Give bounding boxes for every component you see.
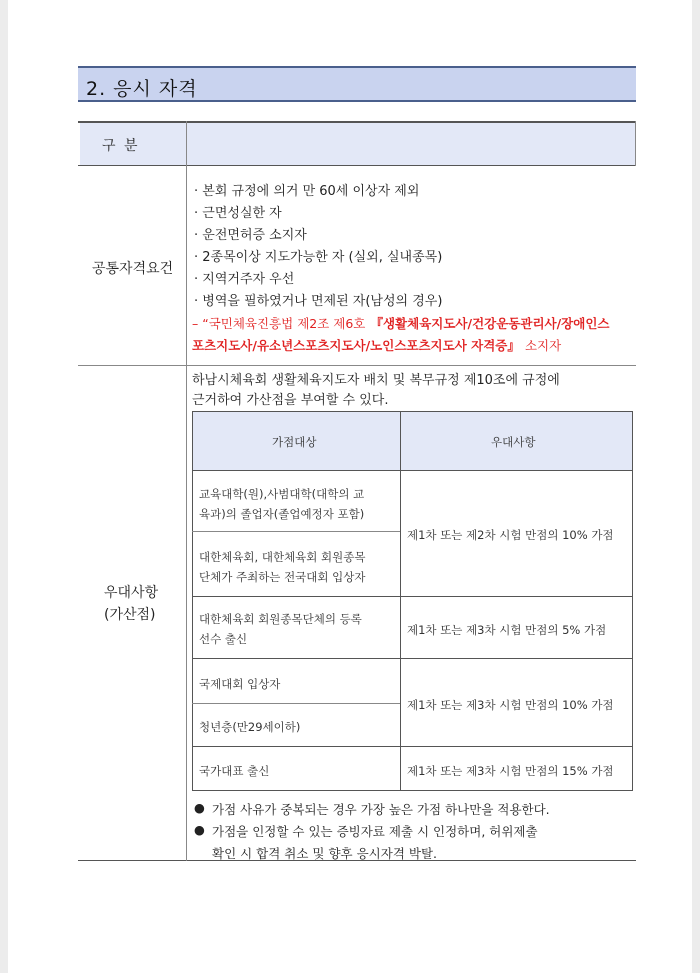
note-item: 가점을 인정할 수 있는 증빙자료 제출 시 인정하며, 허위제출 xyxy=(212,824,538,839)
inner-row-line xyxy=(192,531,400,532)
preference-intro: 하남시체육회 생활체육지도자 배치 및 복무규정 제10조에 규정에 xyxy=(192,373,560,388)
inner-table-bottom xyxy=(192,790,633,791)
target-cell: 대한체육회 회원종목단체의 등록 xyxy=(199,612,362,626)
inner-mid-border xyxy=(400,411,401,791)
license-requirement-line2 xyxy=(192,335,561,354)
section-title-bar xyxy=(78,66,636,102)
target-cell: 국가대표 출신 xyxy=(199,764,270,778)
common-item: · 운전면허증 소지자 xyxy=(194,228,307,243)
preference-intro: 근거하여 가산점을 부여할 수 있다. xyxy=(192,393,389,408)
note-item: 가점 사유가 중복되는 경우 가장 높은 가점 하나만을 적용한다. xyxy=(212,802,550,817)
target-cell: 단체가 주최하는 전국대회 입상자 xyxy=(199,570,366,584)
inner-row-line xyxy=(192,703,400,704)
note-item: 확인 시 합격 취소 및 향후 응시자격 박탈. xyxy=(212,846,437,861)
note-bullet-icon: ● xyxy=(194,800,205,815)
common-item: · 본회 규정에 의거 만 60세 이상자 제외 xyxy=(194,184,420,199)
section-title: 2. 응시 자격 xyxy=(86,78,198,100)
benefit-cell: 제1차 또는 제3차 시험 만점의 10% 가점 xyxy=(407,698,614,712)
license-list-part1: 『생활체육지도사/건강운동관리사/장애인스 xyxy=(370,316,610,331)
preference-sublabel: (가산점) xyxy=(104,607,156,623)
header-bottom-line xyxy=(78,165,636,166)
column-divider xyxy=(186,121,187,861)
inner-left-border xyxy=(192,411,193,791)
license-requirement-suffix: 소지자 xyxy=(524,338,562,353)
target-cell: 국제대회 입상자 xyxy=(199,677,281,691)
inner-row-line xyxy=(192,658,633,659)
common-item: · 지역거주자 우선 xyxy=(194,272,295,287)
header-right-border xyxy=(635,121,636,166)
target-cell: 육과)의 졸업자(졸업예정자 포함) xyxy=(199,507,365,521)
target-cell: 선수 출신 xyxy=(199,632,248,646)
row-divider xyxy=(78,365,636,366)
inner-table-header xyxy=(193,412,632,470)
inner-row-line xyxy=(192,596,633,597)
benefit-cell: 제1차 또는 제2차 시험 만점의 10% 가점 xyxy=(407,528,614,542)
benefit-cell: 제1차 또는 제3차 시험 만점의 15% 가점 xyxy=(407,764,614,778)
table-top-border xyxy=(78,121,636,123)
inner-table-top xyxy=(192,411,633,412)
preference-label: 우대사항 xyxy=(104,585,159,601)
column-header-benefit: 우대사항 xyxy=(491,435,536,449)
benefit-cell: 제1차 또는 제3차 시험 만점의 5% 가점 xyxy=(407,623,607,637)
column-header-target: 가점대상 xyxy=(272,435,317,449)
common-item: · 근면성실한 자 xyxy=(194,206,282,221)
common-item: · 2종목이상 지도가능한 자 (실외, 실내종목) xyxy=(194,250,443,265)
common-item: · 병역을 필하였거나 면제된 자(남성의 경우) xyxy=(194,294,443,309)
common-requirements-label: 공통자격요건 xyxy=(92,261,174,277)
license-list-part2: 포츠지도사/유소년스포츠지도사/노인스포츠지도사 자격증』 xyxy=(192,338,520,353)
target-cell: 대한체육회, 대한체육회 회원종목 xyxy=(199,550,366,564)
inner-right-border xyxy=(632,411,633,791)
target-cell: 청년층(만29세이하) xyxy=(199,720,301,734)
header-category-label: 구 분 xyxy=(102,138,140,154)
note-bullet-icon: ● xyxy=(194,822,205,837)
inner-header-bottom xyxy=(192,470,633,471)
header-content-cell xyxy=(187,123,636,165)
license-requirement-prefix: – “국민체육진흥법 제2조 제6호 xyxy=(192,316,366,331)
license-requirement-line1 xyxy=(192,313,609,332)
inner-row-line xyxy=(192,746,633,747)
target-cell: 교육대학(원),사범대학(대학의 교 xyxy=(199,487,365,501)
document-page xyxy=(8,0,692,973)
